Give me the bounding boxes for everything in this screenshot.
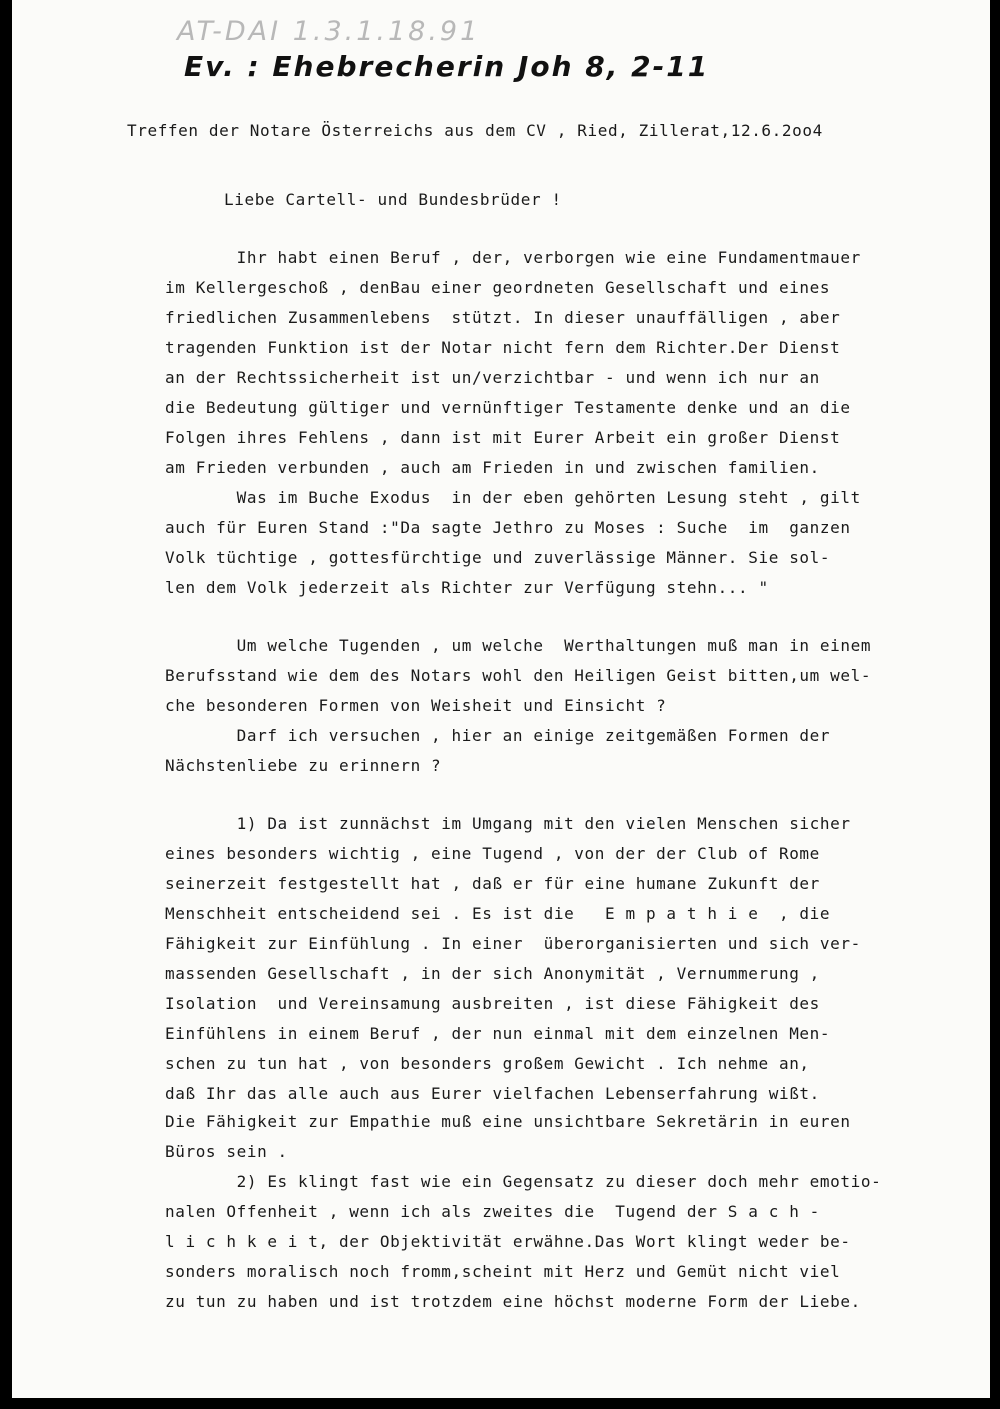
body-line: zu tun zu haben und ist trotzdem eine höchst moderne Form der Liebe. xyxy=(165,1292,861,1311)
body-line: die Bedeutung gültiger und vernünftiger Testamente denke und an die xyxy=(165,398,851,417)
body-line: seinerzeit festgestellt hat , daß er für eine humane Zukunft der xyxy=(165,874,820,893)
body-line: Einfühlens in einem Beruf , der nun einmal mit dem einzelnen Men- xyxy=(165,1024,831,1043)
body-line: Die Fähigkeit zur Empathie muß eine unsichtbare Sekretärin in euren xyxy=(165,1112,851,1131)
body-line: nalen Offenheit , wenn ich als zweites die Tugend der S a c h - xyxy=(165,1202,820,1221)
body-line: l i c h k e i t, der Objektivität erwähne.Das Wort klingt weder be- xyxy=(165,1232,851,1251)
body-line: Folgen ihres Fehlens , dann ist mit Eurer Arbeit ein großer Dienst xyxy=(165,428,841,447)
body-line: daß Ihr das alle auch aus Eurer vielfachen Lebenserfahrung wißt. xyxy=(165,1084,820,1103)
body-line: Fähigkeit zur Einfühlung . In einer überorganisierten und sich ver- xyxy=(165,934,861,953)
body-line: am Frieden verbunden , auch am Frieden in und zwischen familien. xyxy=(165,458,820,477)
body-line: che besonderen Formen von Weisheit und Einsicht ? xyxy=(165,696,667,715)
body-line: Isolation und Vereinsamung ausbreiten , ist diese Fähigkeit des xyxy=(165,994,820,1013)
body-line: Berufsstand wie dem des Notars wohl den Heiligen Geist bitten,um wel- xyxy=(165,666,872,685)
body-line: an der Rechtssicherheit ist un/verzichtbar - und wenn ich nur an xyxy=(165,368,820,387)
gospel-reference-note: Ev. : Ehebrecherin Joh 8, 2-11 xyxy=(184,50,710,83)
body-line: Nächstenliebe zu erinnern ? xyxy=(165,756,442,775)
document-page xyxy=(12,0,990,1398)
body-line: 1) Da ist zunnächst im Umgang mit den vielen Menschen sicher xyxy=(165,814,851,833)
body-line: eines besonders wichtig , eine Tugend , von der der Club of Rome xyxy=(165,844,820,863)
body-line: len dem Volk jederzeit als Richter zur Verfügung stehn... " xyxy=(165,578,769,597)
body-line: Volk tüchtige , gottesfürchtige und zuverlässige Männer. Sie sol- xyxy=(165,548,831,567)
body-line: Menschheit entscheidend sei . Es ist die E m p a t h i e , die xyxy=(165,904,831,923)
body-line: Ihr habt einen Beruf , der, verborgen wie eine Fundamentmauer xyxy=(165,248,861,267)
body-line: tragenden Funktion ist der Notar nicht fern dem Richter.Der Dienst xyxy=(165,338,841,357)
body-line: 2) Es klingt fast wie ein Gegensatz zu dieser doch mehr emotio- xyxy=(165,1172,882,1191)
body-line: Büros sein . xyxy=(165,1142,288,1161)
body-line: sonders moralisch noch fromm,scheint mit Herz und Gemüt nicht viel xyxy=(165,1262,841,1281)
body-line: Was im Buche Exodus in der eben gehörten Lesung steht , gilt xyxy=(165,488,861,507)
body-line: schen zu tun hat , von besonders großem Gewicht . Ich nehme an, xyxy=(165,1054,810,1073)
document-heading: Treffen der Notare Österreichs aus dem CV , Ried, Zillerat,12.6.2oo4 xyxy=(127,121,823,140)
body-line: im Kellergeschoß , denBau einer geordneten Gesellschaft und eines xyxy=(165,278,831,297)
salutation: Liebe Cartell- und Bundesbrüder ! xyxy=(224,190,562,209)
body-line: massenden Gesellschaft , in der sich Anonymität , Vernummerung , xyxy=(165,964,820,983)
body-line: Um welche Tugenden , um welche Werthaltungen muß man in einem xyxy=(165,636,872,655)
body-line: Darf ich versuchen , hier an einige zeitgemäßen Formen der xyxy=(165,726,831,745)
body-line: auch für Euren Stand :"Da sagte Jethro zu Moses : Suche im ganzen xyxy=(165,518,851,537)
body-line: friedlichen Zusammenlebens stützt. In dieser unauffälligen , aber xyxy=(165,308,841,327)
archive-reference-note: AT-DAI 1.3.1.18.91 xyxy=(177,16,481,47)
